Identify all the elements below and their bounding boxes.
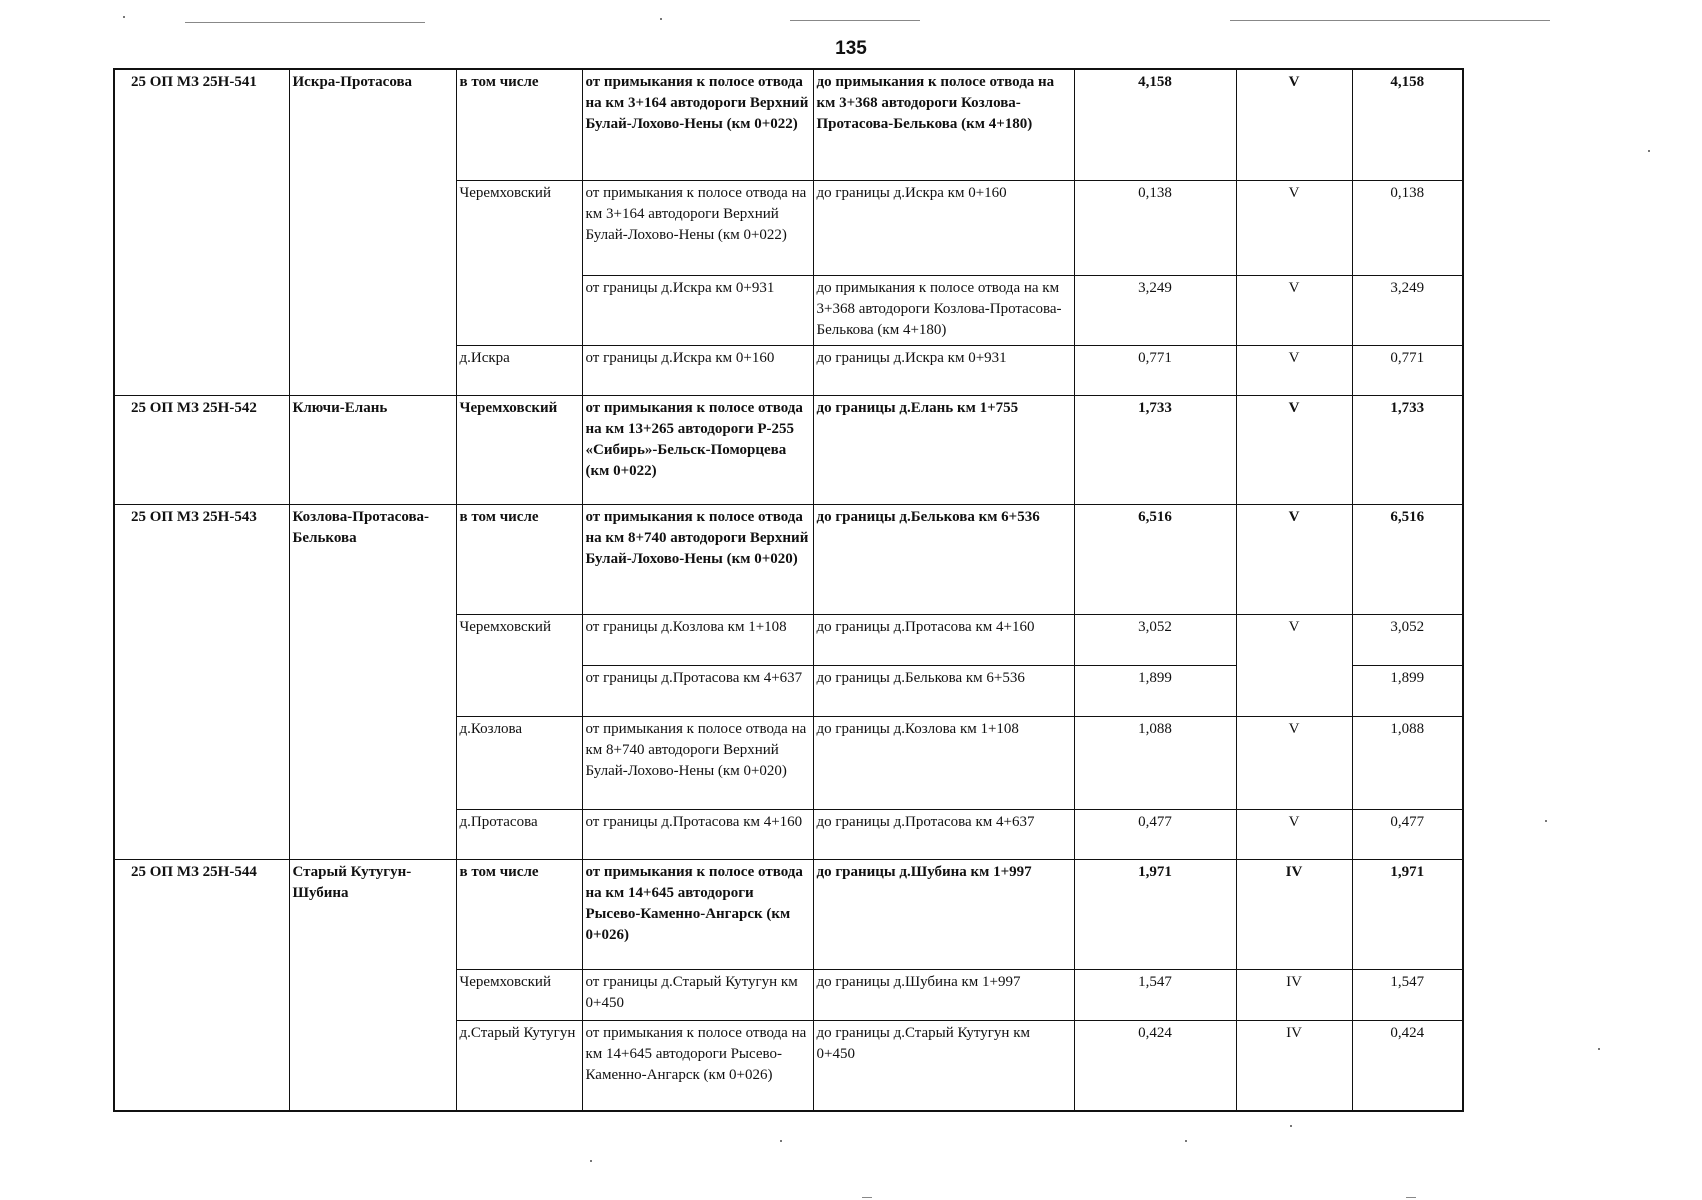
segment-length: 0,771 <box>1074 345 1236 395</box>
segment-to: до границы д.Искра км 0+160 <box>813 180 1074 275</box>
segment-length: 0,424 <box>1074 1020 1236 1111</box>
segment-length: 3,249 <box>1074 275 1236 345</box>
scan-noise <box>1406 1197 1416 1198</box>
segment-area: Черемховский <box>456 969 582 1020</box>
segment-total: 4,158 <box>1352 69 1463 180</box>
segment-length: 3,052 <box>1074 614 1236 665</box>
segment-to: до границы д.Шубина км 1+997 <box>813 859 1074 969</box>
scan-noise <box>590 1160 592 1162</box>
road-code: 25 ОП МЗ 25Н-544 <box>114 859 289 1111</box>
segment-from: от примыкания к полосе отвода на км 14+645 автодороги Рысево-Каменно-Ангарск (км 0+026) <box>582 859 813 969</box>
segment-length: 1,971 <box>1074 859 1236 969</box>
segment-from: от примыкания к полосе отвода на км 3+164 автодороги Верхний Булай-Лохово-Нены (км 0+022) <box>582 69 813 180</box>
segment-category: IV <box>1236 969 1352 1020</box>
segment-category: V <box>1236 809 1352 859</box>
segment-area: д.Старый Кутугун <box>456 1020 582 1111</box>
scan-noise <box>123 16 125 18</box>
roads-table <box>113 68 1464 1112</box>
segment-category: V <box>1236 716 1352 809</box>
road-code: 25 ОП МЗ 25Н-541 <box>114 69 289 395</box>
segment-to: до границы д.Старый Кутугун км 0+450 <box>813 1020 1074 1111</box>
segment-from: от примыкания к полосе отвода на км 14+645 автодороги Рысево-Каменно-Ангарск (км 0+026) <box>582 1020 813 1111</box>
scan-noise <box>780 1140 782 1142</box>
segment-total: 0,424 <box>1352 1020 1463 1111</box>
road-name: Козлова-Протасова-Белькова <box>289 504 456 859</box>
segment-from: от границы д.Протасова км 4+160 <box>582 809 813 859</box>
scan-noise <box>1598 1048 1600 1050</box>
segment-from: от примыкания к полосе отвода на км 13+265 автодороги Р-255 «Сибирь»-Бельск-Поморцева (км 0+022) <box>582 395 813 504</box>
segment-category: V <box>1236 69 1352 180</box>
road-name: Искра-Протасова <box>289 69 456 395</box>
segment-length: 1,733 <box>1074 395 1236 504</box>
scan-noise <box>1290 1125 1292 1127</box>
segment-from: от границы д.Искра км 0+931 <box>582 275 813 345</box>
segment-total: 3,052 <box>1352 614 1463 665</box>
segment-total: 1,547 <box>1352 969 1463 1020</box>
segment-area: д.Искра <box>456 345 582 395</box>
segment-to: до границы д.Белькова км 6+536 <box>813 504 1074 614</box>
segment-area <box>456 665 582 716</box>
segment-area: Черемховский <box>456 180 582 275</box>
road-code: 25 ОП МЗ 25Н-543 <box>114 504 289 859</box>
segment-area: д.Протасова <box>456 809 582 859</box>
segment-category: IV <box>1236 1020 1352 1111</box>
segment-total: 0,477 <box>1352 809 1463 859</box>
table-row <box>114 69 1463 180</box>
segment-from: от примыкания к полосе отвода на км 8+740 автодороги Верхний Булай-Лохово-Нены (км 0+020) <box>582 504 813 614</box>
segment-area: д.Козлова <box>456 716 582 809</box>
scan-noise <box>862 1197 872 1198</box>
scan-noise <box>1545 820 1547 822</box>
road-name: Старый Кутугун-Шубина <box>289 859 456 1111</box>
road-code: 25 ОП МЗ 25Н-542 <box>114 395 289 504</box>
segment-total: 1,971 <box>1352 859 1463 969</box>
segment-from: от границы д.Старый Кутугун км 0+450 <box>582 969 813 1020</box>
segment-total: 1,899 <box>1352 665 1463 716</box>
segment-category: V <box>1236 614 1352 665</box>
scan-noise <box>185 22 425 23</box>
segment-area: Черемховский <box>456 614 582 665</box>
segment-category: IV <box>1236 859 1352 969</box>
segment-length: 6,516 <box>1074 504 1236 614</box>
segment-total: 0,771 <box>1352 345 1463 395</box>
segment-total: 6,516 <box>1352 504 1463 614</box>
segment-to: до границы д.Елань км 1+755 <box>813 395 1074 504</box>
segment-area: в том числе <box>456 504 582 614</box>
segment-category: V <box>1236 275 1352 345</box>
segment-length: 1,547 <box>1074 969 1236 1020</box>
segment-area: в том числе <box>456 859 582 969</box>
segment-from: от примыкания к полосе отвода на км 3+164 автодороги Верхний Булай-Лохово-Нены (км 0+022) <box>582 180 813 275</box>
segment-area <box>456 275 582 345</box>
table-row <box>114 504 1463 614</box>
scan-noise <box>790 20 920 21</box>
segment-total: 1,733 <box>1352 395 1463 504</box>
segment-category: V <box>1236 180 1352 275</box>
scan-noise <box>1230 20 1550 21</box>
segment-to: до примыкания к полосе отвода на км 3+368 автодороги Козлова-Протасова-Белькова (км 4+180) <box>813 275 1074 345</box>
segment-category: V <box>1236 504 1352 614</box>
table-row <box>114 395 1463 504</box>
segment-category <box>1236 665 1352 716</box>
segment-category: V <box>1236 395 1352 504</box>
segment-length: 0,477 <box>1074 809 1236 859</box>
segment-to: до границы д.Шубина км 1+997 <box>813 969 1074 1020</box>
scan-noise <box>1185 1140 1187 1142</box>
segment-category: V <box>1236 345 1352 395</box>
segment-total: 0,138 <box>1352 180 1463 275</box>
segment-length: 4,158 <box>1074 69 1236 180</box>
segment-from: от границы д.Протасова км 4+637 <box>582 665 813 716</box>
table-row <box>114 859 1463 969</box>
segment-length: 0,138 <box>1074 180 1236 275</box>
road-name: Ключи-Елань <box>289 395 456 504</box>
segment-length: 1,088 <box>1074 716 1236 809</box>
scan-noise <box>1648 150 1650 152</box>
segment-area: в том числе <box>456 69 582 180</box>
segment-from: от границы д.Искра км 0+160 <box>582 345 813 395</box>
segment-to: до границы д.Протасова км 4+160 <box>813 614 1074 665</box>
segment-to: до примыкания к полосе отвода на км 3+368 автодороги Козлова-Протасова-Белькова (км 4+180) <box>813 69 1074 180</box>
segment-total: 3,249 <box>1352 275 1463 345</box>
segment-to: до границы д.Белькова км 6+536 <box>813 665 1074 716</box>
segment-to: до границы д.Козлова км 1+108 <box>813 716 1074 809</box>
segment-total: 1,088 <box>1352 716 1463 809</box>
segment-from: от примыкания к полосе отвода на км 8+740 автодороги Верхний Булай-Лохово-Нены (км 0+020) <box>582 716 813 809</box>
page-number: 135 <box>835 38 867 59</box>
segment-area: Черемховский <box>456 395 582 504</box>
segment-to: до границы д.Протасова км 4+637 <box>813 809 1074 859</box>
segment-from: от границы д.Козлова км 1+108 <box>582 614 813 665</box>
segment-length: 1,899 <box>1074 665 1236 716</box>
segment-to: до границы д.Искра км 0+931 <box>813 345 1074 395</box>
scan-noise <box>660 18 662 20</box>
